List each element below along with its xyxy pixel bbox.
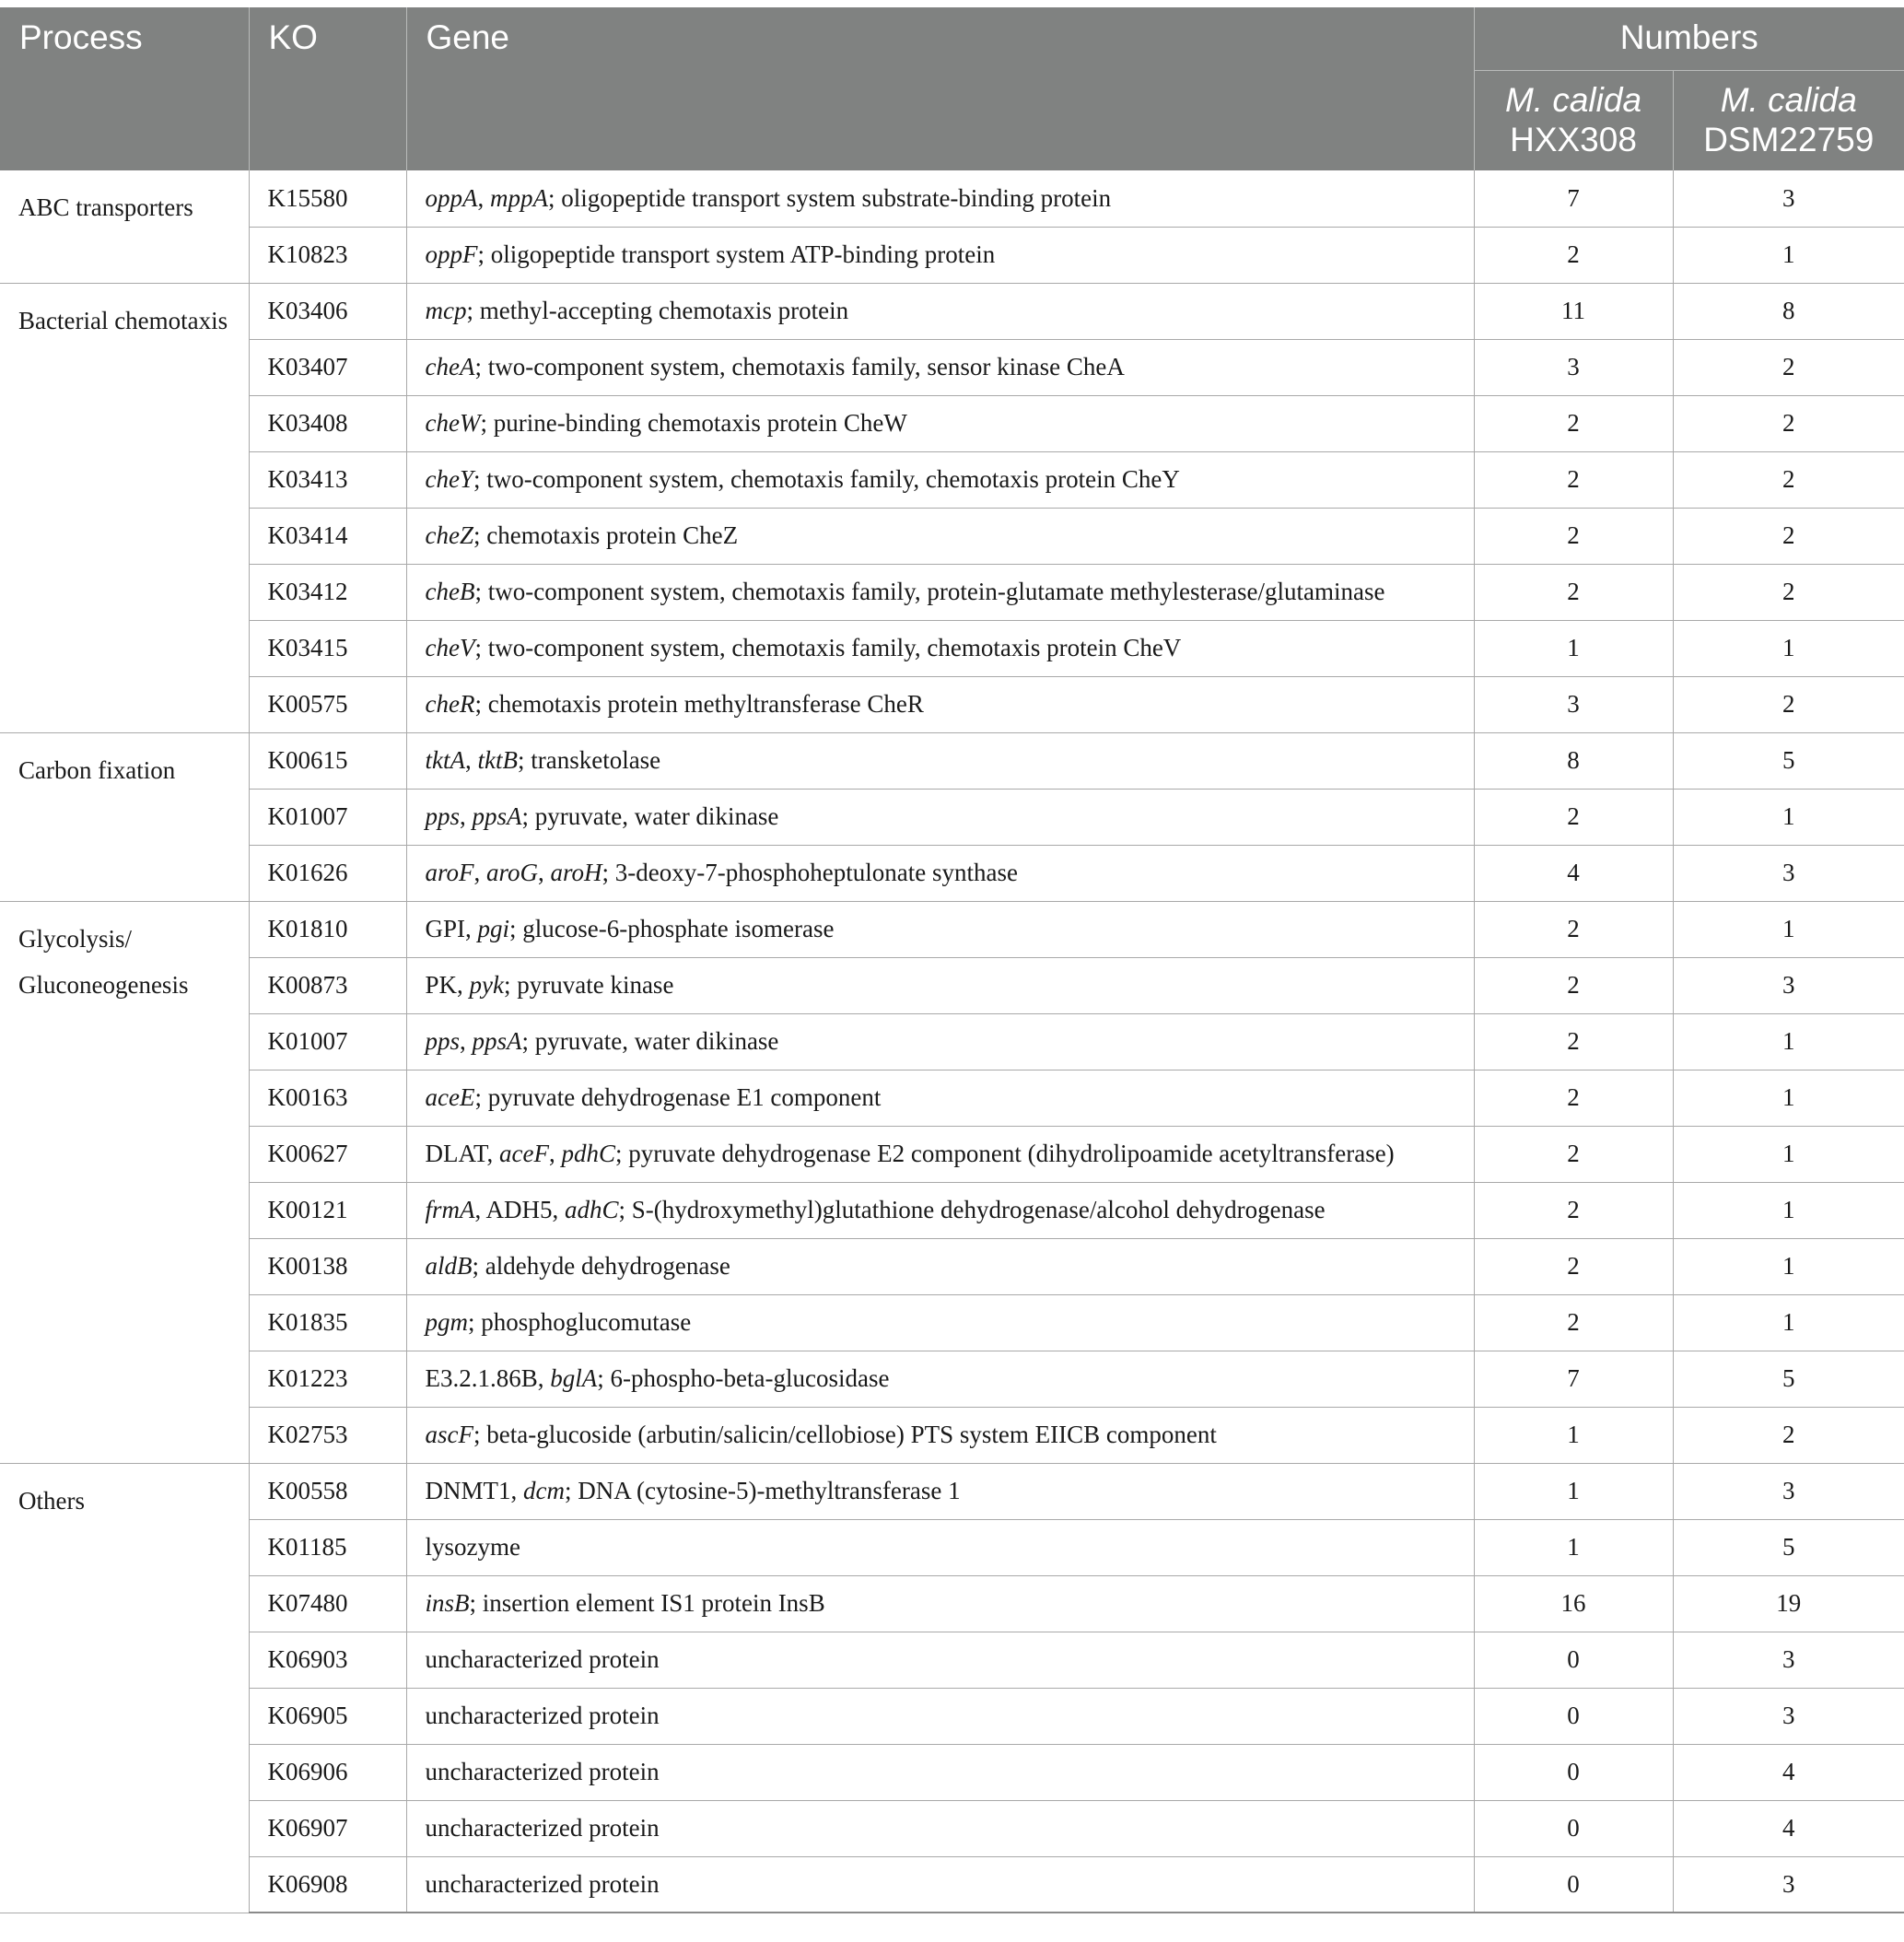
gene-cell (406, 339, 1474, 395)
table-row (0, 901, 1904, 957)
table-container (0, 7, 1904, 1913)
gene-cell (406, 620, 1474, 676)
count-dsm22759-cell: 3 (1673, 1856, 1904, 1913)
gene-cell (406, 1013, 1474, 1070)
header-numbers: Numbers (1474, 7, 1904, 70)
species-name: M. calida (1720, 80, 1857, 119)
gene-text: ; two-component system, chemotaxis family, sensor kinase CheA (474, 353, 1125, 380)
ko-cell: K00138 (249, 1238, 406, 1294)
ko-cell: K01835 (249, 1294, 406, 1351)
table-row (0, 1519, 1904, 1575)
count-dsm22759-cell: 3 (1673, 170, 1904, 227)
table-row (0, 508, 1904, 564)
gene-cell (406, 845, 1474, 901)
count-hxx308-cell: 7 (1474, 1351, 1673, 1407)
count-dsm22759-cell: 2 (1673, 451, 1904, 508)
count-dsm22759-cell: 8 (1673, 283, 1904, 339)
count-dsm22759-cell: 1 (1673, 901, 1904, 957)
count-hxx308-cell: 2 (1474, 395, 1673, 451)
ko-cell: K01223 (249, 1351, 406, 1407)
ko-cell: K03412 (249, 564, 406, 620)
ko-cell: K01185 (249, 1519, 406, 1575)
gene-symbol: insB (425, 1589, 470, 1617)
gene-text: uncharacterized protein (425, 1758, 660, 1785)
gene-text: lysozyme (425, 1533, 520, 1561)
gene-symbol: adhC (565, 1196, 619, 1223)
gene-symbol: oppF (425, 240, 478, 268)
gene-text: ; two-component system, chemotaxis family, chemotaxis protein CheY (473, 465, 1180, 493)
count-hxx308-cell: 11 (1474, 283, 1673, 339)
ko-cell: K07480 (249, 1575, 406, 1632)
gene-cell (406, 1070, 1474, 1126)
ko-cell: K00627 (249, 1126, 406, 1182)
gene-cell (406, 564, 1474, 620)
gene-symbol: pdhC (561, 1140, 615, 1167)
count-hxx308-cell: 0 (1474, 1856, 1673, 1913)
gene-text: ; insertion element IS1 protein InsB (469, 1589, 825, 1617)
process-cell: Carbon fixation (0, 732, 249, 901)
gene-cell (406, 1575, 1474, 1632)
species-strain: HXX308 (1510, 120, 1637, 158)
count-hxx308-cell: 4 (1474, 845, 1673, 901)
ko-cell: K01626 (249, 845, 406, 901)
gene-text: ; two-component system, chemotaxis family, chemotaxis protein CheV (474, 634, 1182, 661)
gene-cell (406, 957, 1474, 1013)
table-row (0, 845, 1904, 901)
gene-symbol: mcp (425, 297, 467, 324)
count-hxx308-cell: 2 (1474, 564, 1673, 620)
gene-symbol: pyk (469, 971, 504, 999)
header-species-hxx308 (1474, 70, 1673, 170)
gene-symbol: dcm (523, 1477, 565, 1504)
gene-text: , (460, 1027, 473, 1055)
table-row (0, 789, 1904, 845)
count-dsm22759-cell: 4 (1673, 1744, 1904, 1800)
gene-symbol: pps (425, 802, 461, 830)
count-dsm22759-cell: 4 (1673, 1800, 1904, 1856)
gene-text: ; chemotaxis protein CheZ (473, 521, 739, 549)
table-row (0, 1013, 1904, 1070)
gene-text: ; oligopeptide transport system ATP-binding protein (477, 240, 996, 268)
table-row (0, 451, 1904, 508)
gene-symbol: mppA (490, 183, 548, 212)
process-cell: Others (0, 1463, 249, 1913)
count-dsm22759-cell: 5 (1673, 1351, 1904, 1407)
count-hxx308-cell: 16 (1474, 1575, 1673, 1632)
gene-text: DNMT1, (425, 1477, 523, 1504)
gene-text: ; aldehyde dehydrogenase (472, 1252, 730, 1280)
gene-text: uncharacterized protein (425, 1702, 660, 1729)
count-hxx308-cell: 1 (1474, 1463, 1673, 1519)
gene-cell (406, 1126, 1474, 1182)
gene-comparison-table (0, 7, 1904, 1913)
ko-cell: K03414 (249, 508, 406, 564)
ko-cell: K00163 (249, 1070, 406, 1126)
gene-cell (406, 395, 1474, 451)
gene-text: ; 3-deoxy-7-phosphoheptulonate synthase (602, 859, 1018, 886)
gene-text: ; pyruvate, water dikinase (521, 802, 779, 830)
table-row (0, 1800, 1904, 1856)
count-dsm22759-cell: 2 (1673, 564, 1904, 620)
gene-text: E3.2.1.86B, (425, 1364, 551, 1392)
count-dsm22759-cell: 3 (1673, 957, 1904, 1013)
ko-cell: K01007 (249, 789, 406, 845)
table-row (0, 1351, 1904, 1407)
count-dsm22759-cell: 2 (1673, 676, 1904, 732)
table-row (0, 1744, 1904, 1800)
table-row (0, 1632, 1904, 1688)
count-dsm22759-cell: 2 (1673, 395, 1904, 451)
gene-text: GPI, (425, 915, 478, 942)
ko-cell: K01007 (249, 1013, 406, 1070)
gene-text: ; pyruvate kinase (503, 971, 674, 999)
table-row (0, 1407, 1904, 1463)
count-dsm22759-cell: 5 (1673, 1519, 1904, 1575)
gene-symbol: pps (425, 1027, 461, 1055)
gene-text: , (538, 859, 551, 886)
count-hxx308-cell: 3 (1474, 676, 1673, 732)
gene-text: ; chemotaxis protein methyltransferase CheR (474, 690, 924, 718)
count-dsm22759-cell: 1 (1673, 1070, 1904, 1126)
ko-cell: K03408 (249, 395, 406, 451)
gene-text: ; S-(hydroxymethyl)glutathione dehydrogenase/alcohol dehydrogenase (618, 1196, 1326, 1223)
table-row (0, 676, 1904, 732)
table-body (0, 170, 1904, 1913)
gene-symbol: pgi (477, 915, 510, 942)
ko-cell: K01810 (249, 901, 406, 957)
ko-cell: K06903 (249, 1632, 406, 1688)
count-dsm22759-cell: 5 (1673, 732, 1904, 789)
ko-cell: K06907 (249, 1800, 406, 1856)
ko-cell: K10823 (249, 227, 406, 283)
count-hxx308-cell: 1 (1474, 1519, 1673, 1575)
gene-text: ; two-component system, chemotaxis family, protein-glutamate methylesterase/glutaminase (474, 578, 1385, 605)
gene-text: , (548, 1140, 562, 1167)
count-hxx308-cell: 2 (1474, 508, 1673, 564)
table-row (0, 339, 1904, 395)
gene-text: , (460, 802, 473, 830)
count-hxx308-cell: 1 (1474, 620, 1673, 676)
gene-cell (406, 1238, 1474, 1294)
gene-text: uncharacterized protein (425, 1814, 660, 1842)
table-row (0, 1294, 1904, 1351)
gene-text: ; methyl-accepting chemotaxis protein (466, 297, 849, 324)
table-row (0, 564, 1904, 620)
gene-text: PK, (425, 971, 470, 999)
gene-text: ; DNA (cytosine-5)-methyltransferase 1 (564, 1477, 961, 1504)
count-hxx308-cell: 2 (1474, 1013, 1673, 1070)
gene-symbol: frmA (425, 1196, 475, 1223)
ko-cell: K03407 (249, 339, 406, 395)
gene-cell (406, 732, 1474, 789)
count-hxx308-cell: 2 (1474, 901, 1673, 957)
gene-symbol: aldB (425, 1252, 473, 1280)
gene-text: ; glucose-6-phosphate isomerase (509, 915, 835, 942)
gene-symbol: ppsA (472, 1027, 522, 1055)
table-row (0, 170, 1904, 227)
count-dsm22759-cell: 3 (1673, 1688, 1904, 1744)
ko-cell: K06908 (249, 1856, 406, 1913)
count-hxx308-cell: 2 (1474, 1182, 1673, 1238)
species-name: M. calida (1504, 80, 1642, 119)
gene-cell (406, 901, 1474, 957)
count-dsm22759-cell: 1 (1673, 1182, 1904, 1238)
gene-text: uncharacterized protein (425, 1869, 660, 1898)
count-dsm22759-cell: 2 (1673, 1407, 1904, 1463)
gene-symbol: bglA (550, 1364, 598, 1392)
count-dsm22759-cell: 1 (1673, 1294, 1904, 1351)
gene-cell (406, 1519, 1474, 1575)
gene-symbol: cheB (425, 578, 475, 605)
count-hxx308-cell: 7 (1474, 170, 1673, 227)
gene-text: ; pyruvate, water dikinase (521, 1027, 779, 1055)
count-hxx308-cell: 0 (1474, 1688, 1673, 1744)
process-cell: ABC transporters (0, 170, 249, 283)
count-hxx308-cell: 2 (1474, 1126, 1673, 1182)
gene-text: ; 6-phospho-beta-glucosidase (597, 1364, 890, 1392)
table-row (0, 620, 1904, 676)
count-dsm22759-cell: 1 (1673, 620, 1904, 676)
gene-cell (406, 227, 1474, 283)
gene-symbol: cheY (425, 465, 473, 493)
gene-cell (406, 451, 1474, 508)
gene-symbol: cheA (425, 353, 475, 380)
ko-cell: K06906 (249, 1744, 406, 1800)
count-hxx308-cell: 0 (1474, 1632, 1673, 1688)
gene-cell (406, 1463, 1474, 1519)
gene-cell (406, 508, 1474, 564)
gene-cell (406, 1688, 1474, 1744)
count-hxx308-cell: 2 (1474, 1294, 1673, 1351)
gene-symbol: cheR (425, 690, 475, 718)
count-dsm22759-cell: 1 (1673, 1013, 1904, 1070)
gene-symbol: ascF (425, 1421, 473, 1448)
gene-text: , (473, 859, 486, 886)
gene-cell (406, 1294, 1474, 1351)
count-dsm22759-cell: 2 (1673, 339, 1904, 395)
table-row (0, 1238, 1904, 1294)
gene-cell (406, 1632, 1474, 1688)
count-hxx308-cell: 0 (1474, 1800, 1673, 1856)
table-row (0, 1575, 1904, 1632)
header-process: Process (0, 7, 249, 170)
ko-cell: K02753 (249, 1407, 406, 1463)
count-hxx308-cell: 3 (1474, 339, 1673, 395)
gene-cell (406, 1856, 1474, 1913)
process-cell: Glycolysis/ Gluconeogenesis (0, 901, 249, 1463)
count-dsm22759-cell: 1 (1673, 789, 1904, 845)
gene-text: ; oligopeptide transport system substrate-binding protein (548, 183, 1112, 212)
gene-text: ; pyruvate dehydrogenase E2 component (dihydrolipoamide acetyltransferase) (614, 1140, 1395, 1167)
count-hxx308-cell: 2 (1474, 789, 1673, 845)
process-cell: Bacterial chemotaxis (0, 283, 249, 732)
header-ko: KO (249, 7, 406, 170)
gene-cell (406, 1351, 1474, 1407)
count-hxx308-cell: 2 (1474, 1070, 1673, 1126)
gene-text: , (477, 183, 490, 212)
gene-symbol: tktB (477, 746, 518, 774)
count-dsm22759-cell: 3 (1673, 1463, 1904, 1519)
gene-symbol: cheW (425, 409, 481, 437)
ko-cell: K00873 (249, 957, 406, 1013)
table-row (0, 1070, 1904, 1126)
count-dsm22759-cell: 3 (1673, 1632, 1904, 1688)
ko-cell: K03413 (249, 451, 406, 508)
table-row (0, 1856, 1904, 1913)
count-dsm22759-cell: 1 (1673, 1238, 1904, 1294)
gene-cell (406, 789, 1474, 845)
ko-cell: K00558 (249, 1463, 406, 1519)
gene-symbol: oppA (425, 183, 478, 212)
count-hxx308-cell: 1 (1474, 1407, 1673, 1463)
gene-symbol: aroH (550, 859, 602, 886)
gene-symbol: ppsA (472, 802, 522, 830)
gene-symbol: cheV (425, 634, 475, 661)
ko-cell: K03415 (249, 620, 406, 676)
count-dsm22759-cell: 1 (1673, 227, 1904, 283)
gene-symbol: aroF (425, 859, 474, 886)
header-gene: Gene (406, 7, 1474, 170)
gene-text: DLAT, (425, 1140, 499, 1167)
count-dsm22759-cell: 1 (1673, 1126, 1904, 1182)
gene-text: ; purine-binding chemotaxis protein CheW (480, 409, 907, 437)
gene-text: ; pyruvate dehydrogenase E1 component (474, 1083, 882, 1111)
gene-cell (406, 1744, 1474, 1800)
gene-text: ; transketolase (517, 746, 661, 774)
table-row (0, 283, 1904, 339)
gene-symbol: aceF (499, 1140, 549, 1167)
gene-symbol: cheZ (425, 521, 473, 549)
count-hxx308-cell: 0 (1474, 1744, 1673, 1800)
count-dsm22759-cell: 3 (1673, 845, 1904, 901)
gene-symbol: tktA (425, 746, 465, 774)
count-hxx308-cell: 2 (1474, 1238, 1673, 1294)
ko-cell: K06905 (249, 1688, 406, 1744)
gene-text: , ADH5, (474, 1196, 566, 1223)
gene-cell (406, 1800, 1474, 1856)
species-strain: DSM22759 (1703, 120, 1875, 158)
gene-text: uncharacterized protein (425, 1645, 660, 1673)
gene-symbol: aceE (425, 1083, 475, 1111)
table-row (0, 1463, 1904, 1519)
gene-cell (406, 676, 1474, 732)
count-dsm22759-cell: 2 (1673, 508, 1904, 564)
gene-cell (406, 170, 1474, 227)
table-row (0, 395, 1904, 451)
table-header (0, 7, 1904, 170)
count-hxx308-cell: 2 (1474, 227, 1673, 283)
table-row (0, 732, 1904, 789)
count-hxx308-cell: 2 (1474, 957, 1673, 1013)
ko-cell: K00615 (249, 732, 406, 789)
gene-text: , (464, 746, 478, 774)
gene-cell (406, 1407, 1474, 1463)
table-row (0, 1182, 1904, 1238)
ko-cell: K15580 (249, 170, 406, 227)
count-hxx308-cell: 2 (1474, 451, 1673, 508)
gene-symbol: aroG (486, 859, 539, 886)
gene-symbol: pgm (425, 1308, 468, 1336)
header-species-dsm22759 (1673, 70, 1904, 170)
table-row (0, 1688, 1904, 1744)
gene-cell (406, 1182, 1474, 1238)
count-dsm22759-cell: 19 (1673, 1575, 1904, 1632)
table-row (0, 227, 1904, 283)
gene-text: ; beta-glucoside (arbutin/salicin/cellobiose) PTS system EIICB component (473, 1421, 1217, 1448)
table-row (0, 957, 1904, 1013)
gene-text: ; phosphoglucomutase (468, 1308, 692, 1336)
ko-cell: K00575 (249, 676, 406, 732)
count-hxx308-cell: 8 (1474, 732, 1673, 789)
ko-cell: K03406 (249, 283, 406, 339)
table-row (0, 1126, 1904, 1182)
gene-cell (406, 283, 1474, 339)
ko-cell: K00121 (249, 1182, 406, 1238)
